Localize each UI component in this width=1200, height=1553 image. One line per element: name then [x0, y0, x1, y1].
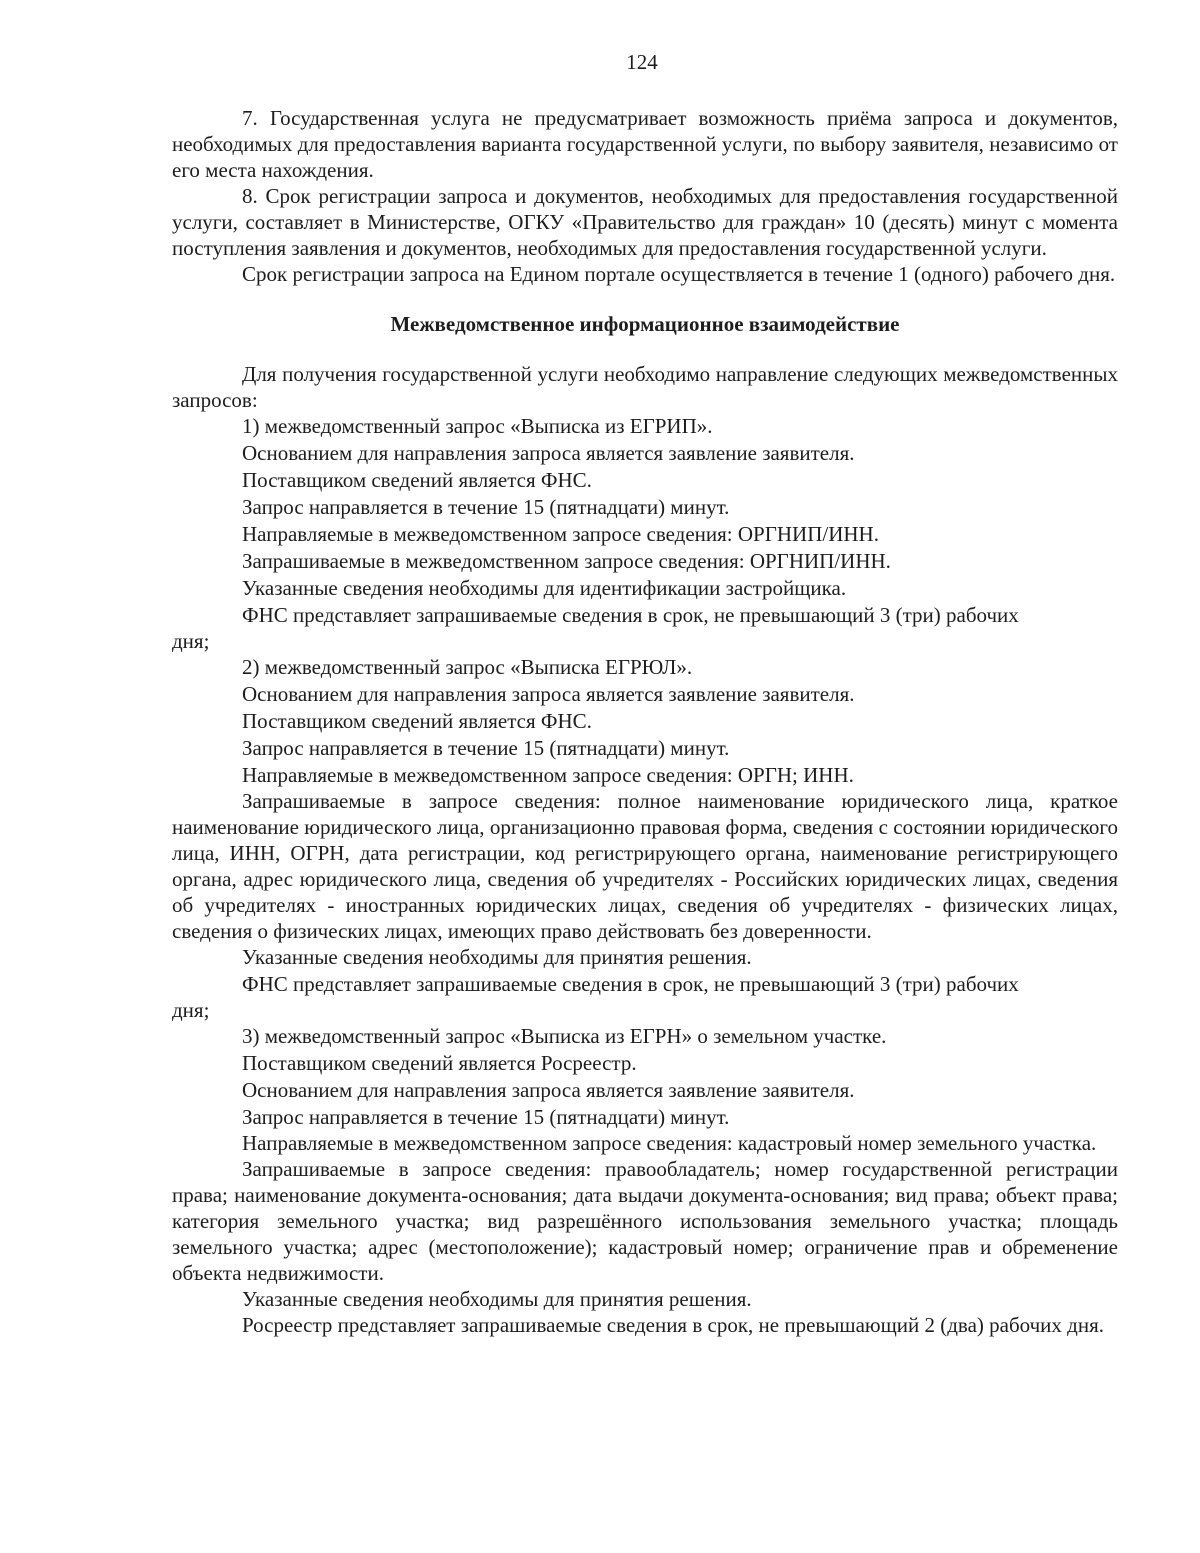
- req2-deadline-end: дня;: [172, 998, 210, 1022]
- req1-line: Запрос направляется в течение 15 (пятнадцати) минут.: [242, 495, 730, 519]
- req1-line: 1) межведомственный запрос «Выписка из ЕГРИП».: [242, 414, 713, 438]
- req1-line: Основанием для направления запроса является заявление заявителя.: [242, 441, 855, 465]
- paragraph-item-8: 8. Срок регистрации запроса и документов, необходимых для предоставления государственной услуги, составляет в Министерстве, ОГКУ «Правительство для граждан» 10 (десять) минут с момента поступления заявления и документов, необходимых для предоставления государственной услуги.: [172, 184, 1118, 260]
- req1-line: Запрашиваемые в межведомственном запросе сведения: ОРГНИП/ИНН.: [242, 549, 891, 573]
- req2-purpose: Указанные сведения необходимы для принятия решения.: [242, 945, 752, 969]
- section-heading: Межведомственное информационное взаимодействие: [390, 312, 900, 336]
- req3-line: Поставщиком сведений является Росреестр.: [242, 1051, 637, 1075]
- req1-line: Указанные сведения необходимы для идентификации застройщика.: [242, 576, 847, 600]
- document-body: [172, 105, 1118, 1338]
- req2-line: Запрос направляется в течение 15 (пятнадцати) минут.: [242, 736, 730, 760]
- req2-line: Поставщиком сведений является ФНС.: [242, 709, 592, 733]
- req2-line: Основанием для направления запроса является заявление заявителя.: [242, 682, 855, 706]
- req1-deadline-end: дня;: [172, 629, 210, 653]
- req3-sent-data: Направляемые в межведомственном запросе сведения: кадастровый номер земельного участка.: [242, 1131, 1097, 1155]
- req3-purpose: Указанные сведения необходимы для принятия решения.: [242, 1287, 752, 1311]
- req3-line: Запрос направляется в течение 15 (пятнадцати) минут.: [242, 1105, 730, 1129]
- paragraph-portal-registration: Срок регистрации запроса на Едином портале осуществляется в течение 1 (одного) рабочего дня.: [242, 262, 1116, 286]
- req2-requested-data: Запрашиваемые в запросе сведения: полное наименование юридического лица, краткое наименование юридического лица, организационно правовая форма, сведения с состоянии юридического лица, ИНН, ОГРН, дата регистрации, код регистрирующего органа, наименование регистрирующего органа, адрес юридического лица, сведения об учредителях - Российских юридических лицах, сведения об учредителях - иностранных юридических лицах, сведения об учредителях - физических лицах, сведения о физических лицах, имеющих право действовать без доверенности.: [172, 789, 1118, 943]
- paragraph-intro: Для получения государственной услуги необходимо направление следующих межведомственных запросов:: [172, 362, 1118, 412]
- req3-line: 3) межведомственный запрос «Выписка из ЕГРН» о земельном участке.: [242, 1024, 887, 1048]
- req1-line: Направляемые в межведомственном запросе сведения: ОРГНИП/ИНН.: [242, 522, 879, 546]
- req2-line: 2) межведомственный запрос «Выписка ЕГРЮЛ».: [242, 655, 693, 679]
- paragraph-item-7: 7. Государственная услуга не предусматривает возможность приёма запроса и документов, необходимых для предоставления варианта государственной услуги, по выбору заявителя, независимо от его места нахождения.: [172, 106, 1118, 182]
- req1-line: Поставщиком сведений является ФНС.: [242, 468, 592, 492]
- req3-line: Основанием для направления запроса является заявление заявителя.: [242, 1078, 855, 1102]
- req3-deadline: Росреестр представляет запрашиваемые сведения в срок, не превышающий 2 (два) рабочих дня.: [242, 1313, 1104, 1337]
- req3-requested-data: Запрашиваемые в запросе сведения: правообладатель; номер государственной регистрации права; наименование документа-основания; дата выдачи документа-основания; вид права; объект права; категория земельного участка; вид разрешённого использования земельного участка; площадь земельного участка; адрес (местоположение); кадастровый номер; ограничение прав и обременение объекта недвижимости.: [172, 1157, 1118, 1285]
- req1-deadline: ФНС представляет запрашиваемые сведения в срок, не превышающий 3 (три) рабочих: [242, 603, 1019, 627]
- req2-line: Направляемые в межведомственном запросе сведения: ОРГН; ИНН.: [242, 763, 854, 787]
- page-number: 124: [626, 50, 658, 74]
- req2-deadline: ФНС представляет запрашиваемые сведения в срок, не превышающий 3 (три) рабочих: [242, 972, 1019, 996]
